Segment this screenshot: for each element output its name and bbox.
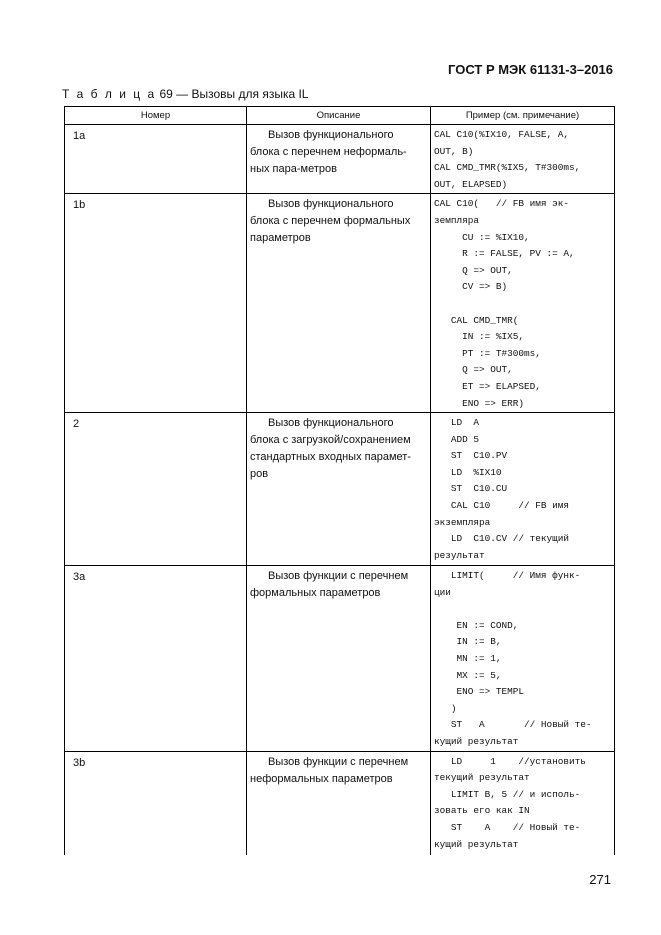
row-description bbox=[247, 413, 430, 483]
description-line: Вызов функционального bbox=[268, 198, 394, 211]
description-line: блока с перечнем неформаль- bbox=[250, 146, 407, 158]
description-cell bbox=[247, 413, 431, 566]
table-caption bbox=[62, 87, 308, 101]
row-description bbox=[247, 125, 430, 178]
code-example: LD 1 //установить текущий результат LIMIT B, 5 // и исполь- зовать его как IN ST A // Новый те- кущий результат bbox=[434, 755, 586, 850]
code-example: CAL C10(%IX10, FALSE, A, OUT, B) CAL CMD_TMR(%IX5, T#300ms, OUT, ELAPSED) bbox=[434, 129, 581, 190]
column-header-example: Пример (см. примечание) bbox=[431, 107, 615, 125]
description-cell bbox=[247, 125, 431, 194]
description-line: блока с перечнем формальных bbox=[250, 215, 411, 228]
row-number-cell bbox=[65, 125, 247, 194]
column-header-number: Номер bbox=[65, 107, 247, 125]
row-number-cell bbox=[65, 566, 247, 752]
description-line: ров bbox=[250, 468, 269, 481]
description-line: стандартных входных парамет- bbox=[250, 451, 411, 464]
table-row bbox=[65, 566, 615, 752]
table-row bbox=[65, 194, 615, 413]
code-example: LD A ADD 5 ST C10.PV LD %IX10 ST C10.CU CAL C10 // FB имя экземпляра LD C10.CV // текущий результат bbox=[434, 417, 570, 561]
table-row bbox=[65, 125, 615, 194]
row-number-cell bbox=[65, 413, 247, 566]
description-line: Вызов функционального bbox=[268, 129, 394, 141]
example-cell bbox=[431, 751, 615, 855]
description-line: Вызов функции с перечнем bbox=[268, 570, 409, 583]
description-line: блока с загрузкой/сохранением bbox=[250, 434, 411, 447]
row-description bbox=[247, 752, 430, 788]
page-number: 271 bbox=[589, 872, 611, 887]
example-cell bbox=[431, 194, 615, 413]
column-header-description: Описание bbox=[247, 107, 431, 125]
description-line: формальных параметров bbox=[250, 587, 381, 600]
description-line: Вызов функционального bbox=[268, 417, 394, 430]
il-calls-table bbox=[64, 106, 615, 855]
row-number: 1b bbox=[73, 199, 86, 212]
example-cell bbox=[431, 566, 615, 752]
caption-label: Т а б л и ц а bbox=[62, 87, 157, 101]
row-number: 3a bbox=[73, 571, 86, 584]
description-line: ных пара-метров bbox=[250, 163, 337, 175]
table-row bbox=[65, 413, 615, 566]
example-cell bbox=[431, 413, 615, 566]
caption-title: 69 — Вызовы для языка IL bbox=[156, 87, 309, 101]
table-row bbox=[65, 751, 615, 855]
description-line: Вызов функции с перечнем bbox=[268, 755, 409, 768]
code-example: CAL C10( // FB имя эк- земпляра CU := %IX10, R := FALSE, PV := A, Q => OUT, CV => B) CAL CMD_TMR( IN := %IX5, PT := T#300ms, Q => OUT, ET => ELAPSED, ENO => ERR) bbox=[434, 198, 575, 409]
document-header: ГОСТ Р МЭК 61131-3–2016 bbox=[448, 62, 613, 77]
description-cell bbox=[247, 751, 431, 855]
description-cell bbox=[247, 194, 431, 413]
row-description bbox=[247, 194, 430, 247]
description-line: неформальных параметров bbox=[250, 772, 393, 785]
row-description bbox=[247, 566, 430, 602]
row-number: 1a bbox=[73, 130, 86, 142]
code-example: LIMIT( // Имя функ- ции EN := COND, IN := B, MN := 1, MX := 5, ENO => TEMPL ) ST A // Новый те- кущий результат bbox=[434, 570, 592, 748]
table-header-row bbox=[65, 107, 615, 125]
row-number: 3b bbox=[73, 756, 86, 769]
description-line: параметров bbox=[250, 232, 311, 245]
row-number: 2 bbox=[73, 418, 80, 431]
row-number-cell bbox=[65, 751, 247, 855]
description-cell bbox=[247, 566, 431, 752]
example-cell bbox=[431, 125, 615, 194]
row-number-cell bbox=[65, 194, 247, 413]
